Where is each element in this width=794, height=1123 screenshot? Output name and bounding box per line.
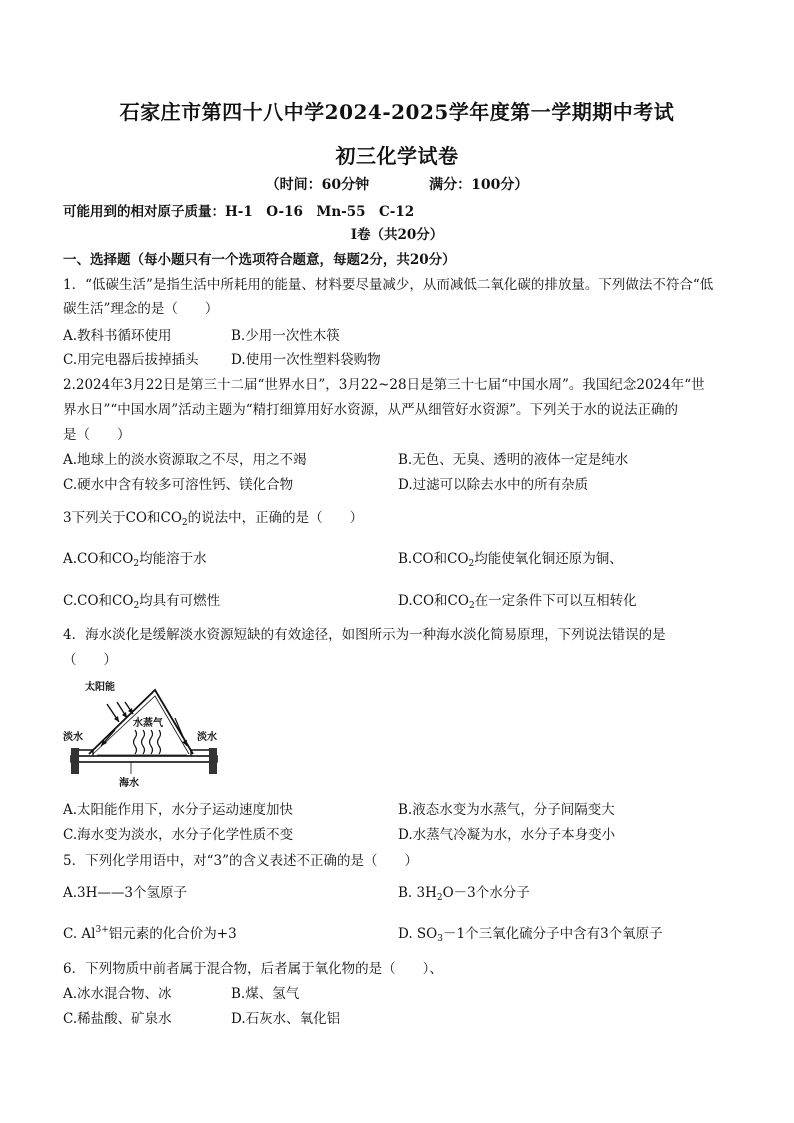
q6-option-d: D.石灰水、氧化铝 — [231, 1011, 341, 1027]
q6-option-b: B.煤、氢气 — [231, 986, 300, 1002]
q1-stem-2: 碳生活”理念的是（ ） — [63, 301, 219, 317]
q5-option-b: B. $3H_2O-3$个水分子 — [398, 885, 530, 903]
label-sea: 海水 — [119, 778, 139, 788]
q4-option-b: B.液态水变为水蒸气，分子间隔变大 — [398, 802, 615, 818]
q2-option-a: A.地球上的淡水资源取之不尽，用之不竭 — [63, 452, 307, 468]
q5-option-d: D. $SO_3-1$个三氧化硫分子中含有3个氧原子 — [398, 926, 663, 944]
q2-stem-1: 2.2024年3月22日是第三十二届“世界水日”，3月22~28日是第三十七届“中国水周”。我国纪念2024年“世 — [63, 377, 705, 393]
exam-title: 石家庄市第四十八中学2024-2025学年度第一学期期中考试 — [119, 100, 675, 124]
diagram-right-trough — [191, 750, 209, 756]
q3-option-c: C.CO和$CO_2$均具有可燃性 — [63, 593, 221, 611]
label-vapor: 水蒸气 — [133, 718, 163, 729]
q1-option-a: A.教科书循环使用 — [63, 328, 172, 344]
vapor-line — [142, 730, 145, 754]
diagram-right-post — [209, 748, 217, 774]
q4-option-d: D.水蒸气冷凝为水，水分子本身变小 — [398, 827, 616, 843]
exam-subtitle: 初三化学试卷 — [335, 144, 459, 168]
q5-stem: 5．下列化学用语中，对“3”的含义表述不正确的是（ ） — [63, 853, 418, 869]
q3-option-b: B.CO和$CO_2$均能使氧化铜还原为铜、 — [398, 551, 623, 569]
label-fresh-right: 淡水 — [197, 732, 217, 743]
label-fresh-left: 淡水 — [63, 732, 83, 743]
q2-stem-3: 是（ ） — [63, 427, 131, 443]
q3-option-d: D.CO和$CO_2$在一定条件下可以互相转化 — [398, 593, 637, 611]
atomic-mass: 可能用到的相对原子质量：H-1 O-16 Mn-55 C-12 — [63, 204, 415, 220]
q5-option-c: C. $Al^{3+}$铝元素的化合价为+3 — [63, 925, 237, 942]
q2-option-d: D.过滤可以除去水中的所有杂质 — [398, 477, 589, 493]
q4-option-a: A.太阳能作用下，水分子运动速度加快 — [63, 802, 294, 818]
desalination-diagram — [63, 676, 223, 788]
q1-option-c: C.用完电器后拔掉插头 — [63, 352, 199, 368]
exam-score: 满分：100分） — [429, 177, 529, 193]
q4-stem-1: 4．海水淡化是缓解淡水资源短缺的有效途径，如图所示为一种海水淡化简易原理，下列说法错误的是 — [63, 627, 666, 643]
q3-option-a: A.CO和$CO_2$均能溶于水 — [63, 551, 207, 569]
q1-stem-1: 1．“低碳生活”是指生活中所耗用的能量、材料要尽量减少，从而减低二氧化碳的排放量。下列做法不符合“低 — [63, 277, 714, 293]
exam-meta — [0, 174, 794, 194]
q2-stem-2: 界水日”“中国水周”活动主题为“精打细算用好水资源，从严从细管好水资源”。下列关于水的说法正确的 — [63, 402, 679, 418]
q6-option-c: C.稀盐酸、矿泉水 — [63, 1011, 172, 1027]
q2-option-c: C.硬水中含有较多可溶性钙、镁化合物 — [63, 477, 294, 493]
q4-stem-2: （ ） — [63, 652, 117, 668]
vapor-line — [134, 730, 137, 754]
q2-option-b: B.无色、无臭、透明的液体一定是纯水 — [398, 452, 629, 468]
q1-option-d: D.使用一次性塑料袋购物 — [231, 352, 381, 368]
sun-arrow-head — [114, 716, 119, 722]
vapor-line — [158, 730, 161, 754]
vapor-line — [150, 730, 153, 754]
diagram-base — [71, 756, 217, 762]
part-heading: 一、选择题（每小题只有一个选项符合题意，每题2分，共20分） — [63, 252, 456, 268]
diagram-left-post — [71, 748, 79, 774]
q4-option-c: C.海水变为淡水，水分子化学性质不变 — [63, 827, 294, 843]
q6-option-a: A.冰水混合物、冰 — [63, 986, 172, 1002]
q6-stem: 6．下列物质中前者属于混合物，后者属于氧化物的是（ ）、 — [63, 961, 443, 977]
q5-option-a: A.3H——3个氢原子 — [63, 885, 187, 901]
section-heading: Ⅰ卷（共20分） — [350, 227, 444, 243]
q1-option-b: B.少用一次性木筷 — [231, 328, 340, 344]
label-sun: 太阳能 — [85, 682, 115, 693]
exam-time: （时间：60分钟 — [265, 177, 370, 193]
q3-stem: 3下列关于CO和$CO_2$的说法中，正确的是（ ） — [63, 510, 364, 528]
